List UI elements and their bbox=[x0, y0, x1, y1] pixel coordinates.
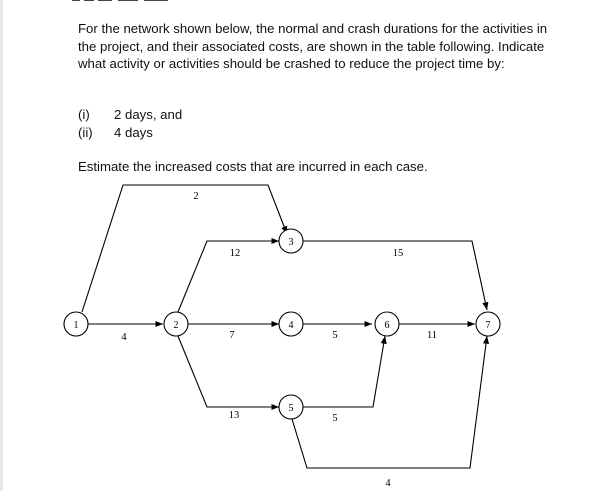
edge-label-1-2: 4 bbox=[121, 332, 127, 343]
edge-label-2-5: 13 bbox=[228, 410, 240, 421]
node-5 bbox=[279, 395, 303, 419]
question-intro-text: For the network shown below, the normal and crash durations for the activities in the project, and their associated costs, are shown in the table following. Indicate what activity or activities should be crashed to reduce the project time by: bbox=[78, 21, 548, 71]
node-4 bbox=[279, 312, 303, 336]
edge-1-3 bbox=[82, 185, 287, 312]
list-item-text: 2 days, and bbox=[114, 107, 183, 122]
node-label: 7 bbox=[485, 320, 491, 331]
edge-label-3-7: 15 bbox=[392, 248, 404, 259]
list-item-text: 4 days bbox=[114, 124, 153, 140]
node-label: 5 bbox=[288, 403, 294, 414]
edge-label-1-3: 2 bbox=[193, 191, 199, 202]
edge-label-2-4: 7 bbox=[229, 330, 235, 341]
edge-2-3 bbox=[178, 241, 279, 312]
edge-5-6 bbox=[303, 336, 385, 407]
node-label: 6 bbox=[384, 320, 390, 331]
edge-label-2-3: 12 bbox=[229, 248, 241, 259]
edge-5-7 bbox=[292, 336, 487, 468]
node-label: 4 bbox=[288, 320, 294, 331]
edge-label-4-6: 5 bbox=[332, 330, 338, 341]
list-item-number: (ii) bbox=[78, 124, 93, 140]
edge-label-6-7: 11 bbox=[426, 330, 438, 341]
estimate-instruction: Estimate the increased costs that are incurred in each case. bbox=[78, 159, 428, 174]
node-3 bbox=[279, 229, 303, 253]
node-2 bbox=[164, 312, 188, 336]
node-1 bbox=[64, 312, 88, 336]
list-item-number: (i) bbox=[78, 107, 90, 122]
node-6 bbox=[375, 312, 399, 336]
node-label: 1 bbox=[73, 320, 79, 331]
edge-2-5 bbox=[178, 336, 279, 407]
edge-label-5-6: 5 bbox=[332, 413, 338, 424]
node-7 bbox=[476, 312, 500, 336]
edge-label-5-7: 4 bbox=[385, 478, 391, 489]
node-label: 3 bbox=[288, 237, 294, 248]
node-label: 2 bbox=[173, 320, 179, 331]
